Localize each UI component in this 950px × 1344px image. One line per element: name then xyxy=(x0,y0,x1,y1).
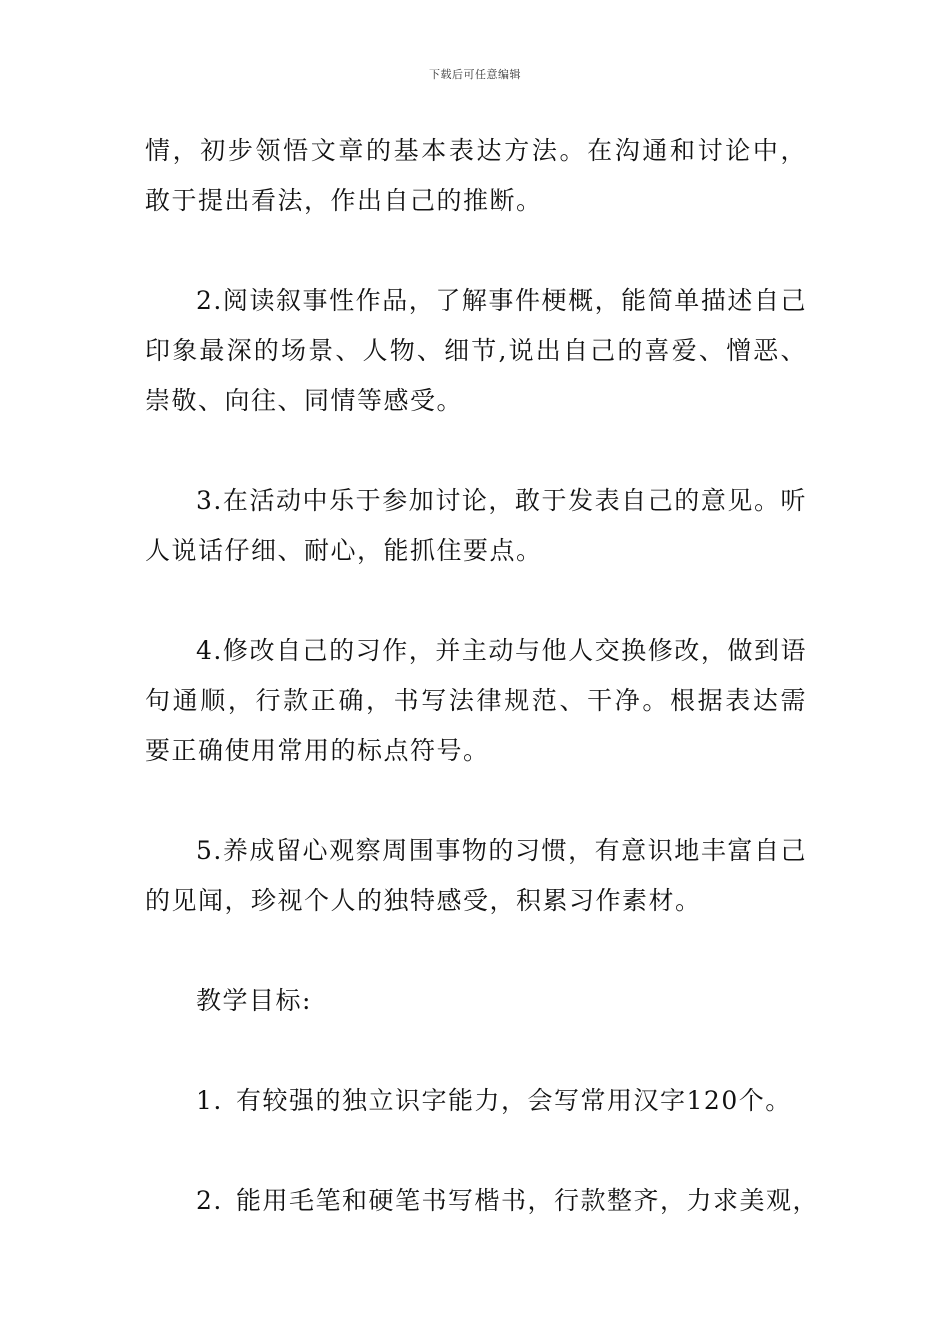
paragraph-item-5: 5.养成留心观察周围事物的习惯，有意识地丰富自己的见闻，珍视个人的独特感受，积累习作素材。 xyxy=(145,836,807,915)
goal-item-2 xyxy=(145,1176,820,1226)
goal-item-1 xyxy=(145,1076,807,1126)
goal-text: 有较强的独立识字能力，会写常用汉字120个。 xyxy=(236,1086,792,1115)
paragraph-item-2: 2.阅读叙事性作品，了解事件梗概，能简单描述自己印象最深的场景、人物、细节,说出自己的喜爱、憎恶、崇敬、向往、同情等感受。 xyxy=(145,286,807,415)
document-body xyxy=(145,126,820,1276)
paragraph-item-3: 3.在活动中乐于参加讨论，敢于发表自己的意见。听人说话仔细、耐心，能抓住要点。 xyxy=(145,486,807,565)
paragraph-item-4: 4.修改自己的习作，并主动与他人交换修改，做到语句通顺，行款正确，书写法律规范、干净。根据表达需要正确使用常用的标点符号。 xyxy=(145,636,807,765)
goal-number: 2. xyxy=(196,1186,223,1215)
page-header: 下载后可任意编辑 xyxy=(429,68,521,81)
goal-number: 1. xyxy=(196,1086,223,1115)
paragraph-continuation: 情，初步领悟文章的基本表达方法。在沟通和讨论中，敢于提出看法，作出自己的推断。 xyxy=(145,136,807,215)
goal-text: 能用毛笔和硬笔书写楷书，行款整齐，力求美观， xyxy=(236,1186,820,1215)
section-title: 教学目标: xyxy=(196,986,312,1015)
